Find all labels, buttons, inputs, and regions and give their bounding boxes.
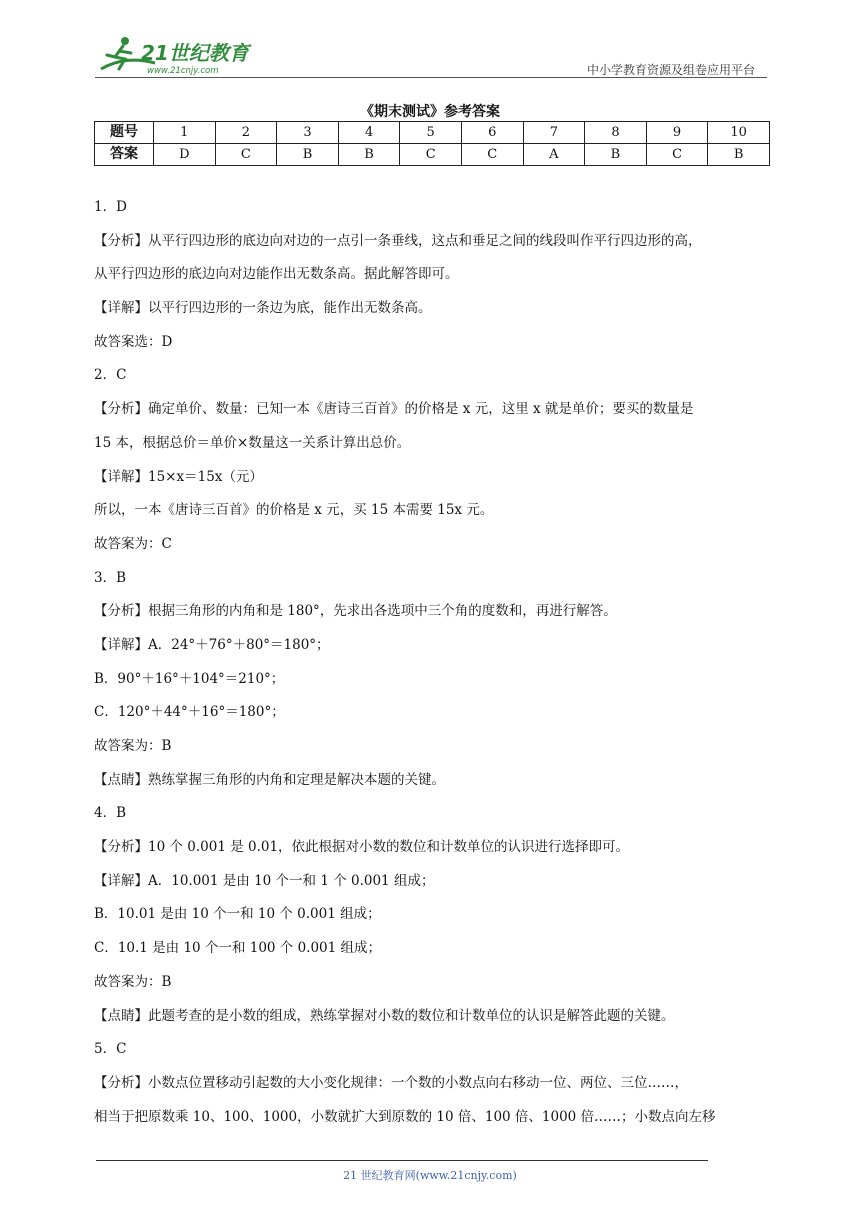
text-line: 【分析】确定单价、数量：已知一本《唐诗三百首》的价格是 x 元，这里 x 就是单价；要买的数量是 <box>94 401 694 418</box>
platform-name: 中小学教育资源及组卷应用平台 <box>586 63 755 77</box>
text-line: 故答案为：B <box>94 973 172 990</box>
text-line: 【详解】A．24°＋76°＋80°＝180°； <box>94 636 330 653</box>
solution-body <box>94 196 770 1139</box>
text-line: B．90°＋16°＋104°＝210°； <box>94 670 285 687</box>
answer-cell: B <box>708 144 770 166</box>
text-line: 所以，一本《唐诗三百首》的价格是 x 元，买 15 本需要 15x 元。 <box>94 502 494 519</box>
question-number: 8 <box>585 122 647 144</box>
text-line: 【详解】15×x＝15x（元） <box>94 468 263 485</box>
footer-link[interactable]: 21 世纪教育网(www.21cnjy.com) <box>343 1169 517 1182</box>
answer-cell: C <box>400 144 462 166</box>
svg-text:21世纪教育: 21世纪教育 <box>141 41 249 65</box>
answer-cell: B <box>277 144 339 166</box>
answer-cell: C <box>461 144 523 166</box>
footer-divider <box>96 1160 708 1161</box>
question-number: 6 <box>461 122 523 144</box>
text-line: 【详解】以平行四边形的一条边为底，能作出无数条高。 <box>94 300 432 317</box>
text-line: 故答案选：D <box>94 333 173 350</box>
question-number: 1 <box>154 122 216 144</box>
text-line: 【点睛】熟练掌握三角形的内角和定理是解决本题的关键。 <box>94 771 445 788</box>
text-line: 5．C <box>94 1041 127 1058</box>
site-logo <box>95 33 265 77</box>
text-line: 15 本，根据总价＝单价×数量这一关系计算出总价。 <box>94 434 411 451</box>
answer-cell: B <box>338 144 400 166</box>
text-line: 【详解】A．10.001 是由 10 个一和 1 个 0.001 组成； <box>94 872 435 889</box>
text-line: 【分析】10 个 0.001 是 0.01，依此根据对小数的数位和计数单位的认识进行选择即可。 <box>94 839 630 856</box>
answer-cell: B <box>585 144 647 166</box>
text-line: 【点睛】此题考查的是小数的组成，熟练掌握对小数的数位和计数单位的认识是解答此题的关键。 <box>94 1007 675 1024</box>
question-number: 4 <box>338 122 400 144</box>
answer-cell: C <box>646 144 708 166</box>
text-line: 3．B <box>94 569 127 586</box>
text-line: 【分析】从平行四边形的底边向对边的一点引一条垂线，这点和垂足之间的线段叫作平行四边形的高， <box>94 232 702 249</box>
text-line: 相当于把原数乘 10、100、1000，小数就扩大到原数的 10 倍、100 倍、1000 倍……；小数点向左移 <box>94 1108 716 1125</box>
page-header <box>95 33 767 79</box>
row-header-number: 题号 <box>95 122 154 144</box>
text-line: C．10.1 是由 10 个一和 100 个 0.001 组成； <box>94 940 382 957</box>
answer-table <box>94 121 770 166</box>
question-number: 10 <box>708 122 770 144</box>
question-number: 2 <box>215 122 277 144</box>
text-line: 【分析】小数点位置移动引起数的大小变化规律：一个数的小数点向右移动一位、两位、三位……， <box>94 1074 688 1091</box>
question-number: 9 <box>646 122 708 144</box>
table-row-answers <box>95 144 770 166</box>
text-line: 故答案为：C <box>94 535 172 552</box>
text-line: 2．C <box>94 367 127 384</box>
header-divider <box>95 77 767 78</box>
doc-title: 《期末测试》参考答案 <box>360 104 500 120</box>
row-header-answer: 答案 <box>95 144 154 166</box>
question-number: 5 <box>400 122 462 144</box>
answer-cell: A <box>523 144 585 166</box>
question-number: 7 <box>523 122 585 144</box>
answer-cell: D <box>154 144 216 166</box>
text-line: 【分析】根据三角形的内角和是 180°，先求出各选项中三个角的度数和，再进行解答。 <box>94 603 617 620</box>
text-line: 1．D <box>94 199 127 215</box>
text-line: 4．B <box>94 805 127 822</box>
text-line: 故答案为：B <box>94 738 172 754</box>
question-number: 3 <box>277 122 339 144</box>
table-row-numbers <box>95 122 770 144</box>
answer-cell: C <box>215 144 277 166</box>
text-line: 从平行四边形的底边向对边能作出无数条高。据此解答即可。 <box>94 266 459 283</box>
svg-text:www.21cnjy.com: www.21cnjy.com <box>147 66 219 76</box>
text-line: C．120°＋44°＋16°＝180°； <box>94 704 285 721</box>
text-line: B．10.01 是由 10 个一和 10 个 0.001 组成； <box>94 906 381 923</box>
